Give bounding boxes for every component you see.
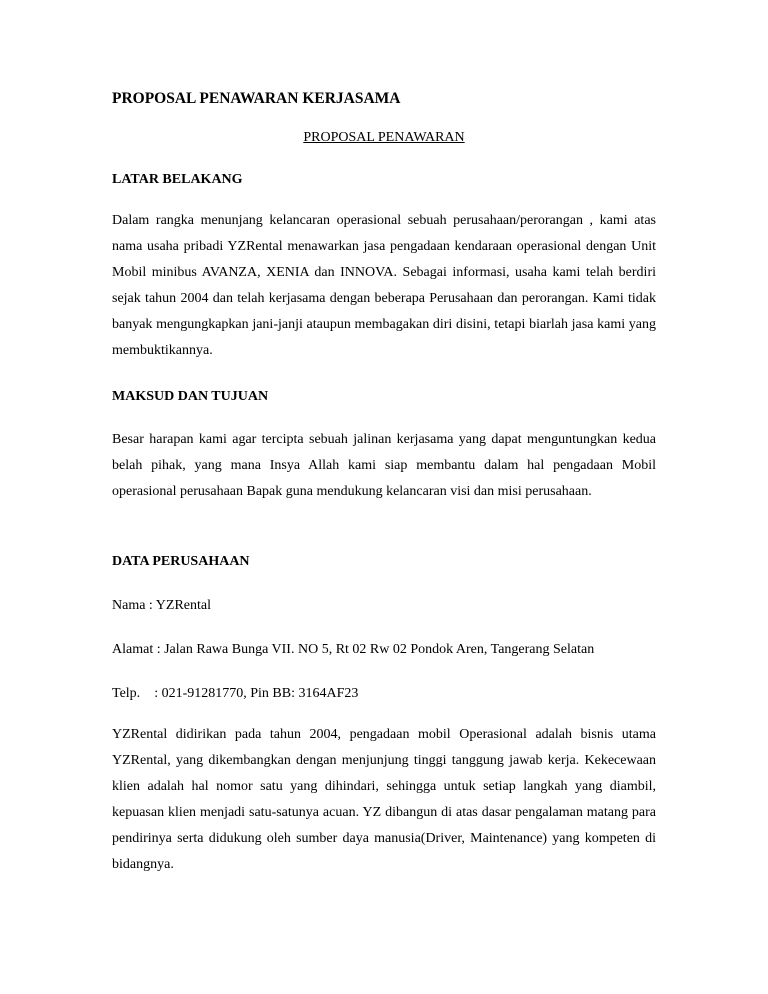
paragraph-company-profile: YZRental didirikan pada tahun 2004, pengadaan mobil Operasional adalah bisnis utama YZRental, yang dikembangkan dengan menjunjung tinggi tanggung jawab kerja. Kekecewaan klien adalah hal nomor satu yang dihindari, sehingga untuk setiap langkah yang diambil, kepuasan klien menjadi satu-satunya acuan. YZ dibangun di atas dasar pengalaman matang para pendirinya serta didukung oleh sumber daya manusia(Driver, Maintenance) yang kompeten di bidangnya.: [112, 727, 656, 872]
company-phone: [112, 686, 358, 702]
document-subtitle: PROPOSAL PENAWARAN: [303, 130, 465, 145]
document-title: PROPOSAL PENAWARAN KERJASAMA: [112, 90, 401, 107]
heading-data-perusahaan: DATA PERUSAHAAN: [112, 554, 250, 569]
phone-value: : 021-91281770, Pin BB: 3164AF23: [154, 686, 359, 701]
paragraph-latar-belakang: Dalam rangka menunjang kelancaran operasional sebuah perusahaan/perorangan , kami atas nama usaha pribadi YZRental menawarkan jasa pengadaan kendaraan operasional dengan Unit Mobil minibus AVANZA, XENIA dan INNOVA. Sebagai informasi, usaha kami telah berdiri sejak tahun 2004 dan telah kerjasama dengan beberapa Perusahaan dan perorangan. Kami tidak banyak mengungkapkan jani-janji ataupun membagakan diri disini, tetapi biarlah jasa kami yang membuktikannya.: [112, 213, 656, 358]
phone-label: Telp.: [112, 686, 141, 701]
company-address: Alamat : Jalan Rawa Bunga VII. NO 5, Rt 02 Rw 02 Pondok Aren, Tangerang Selatan: [112, 642, 595, 657]
paragraph-maksud-tujuan: Besar harapan kami agar tercipta sebuah jalinan kerjasama yang dapat menguntungkan kedua belah pihak, yang mana Insya Allah kami siap membantu dalam hal pengadaan Mobil operasional perusahaan Bapak guna mendukung kelancaran visi dan misi perusahaan.: [112, 432, 656, 499]
company-name: Nama : YZRental: [112, 598, 212, 613]
heading-maksud-tujuan: MAKSUD DAN TUJUAN: [112, 389, 269, 404]
heading-latar-belakang: LATAR BELAKANG: [112, 172, 243, 187]
